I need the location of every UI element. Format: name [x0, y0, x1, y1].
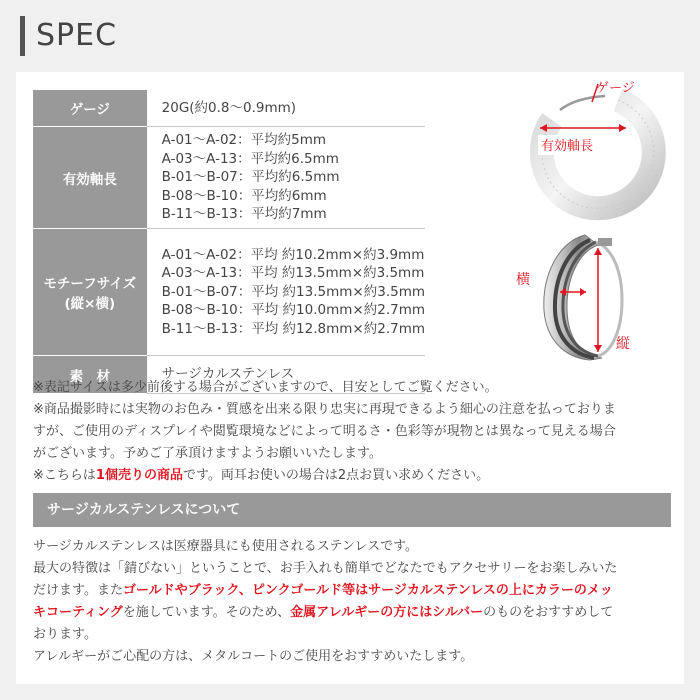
axis-arrow-right — [619, 124, 626, 132]
gauge-label: ゲージ — [596, 81, 635, 96]
about-p2d: おります。 — [33, 627, 97, 642]
height-label: 縦 — [616, 336, 630, 352]
height-callout — [594, 248, 630, 352]
hoop-post-wire — [560, 96, 605, 110]
single-item-highlight: 1個売りの商品 — [95, 468, 183, 483]
about-p2c: キコーティングを施しています。そのため、金属アレルギーの方にはシルバーのものをおすすめして — [33, 605, 614, 620]
note-color-a: ※商品撮影時には実物のお色み・質感を出来る限り忠実に再現できるよう細心の注意を払っておりま — [33, 402, 616, 417]
spec-row-gauge — [33, 90, 425, 127]
about-p3: アレルギーがご心配の方は、メタルコートのご使用をおすすめいたします。 — [33, 649, 474, 664]
axis-length-label: 有効軸長 — [541, 139, 594, 154]
page-header — [0, 0, 700, 70]
allergy-highlight: 金属アレルギーの方にはシルバー — [290, 605, 484, 620]
width-label: 横 — [516, 272, 530, 288]
spec-label-motif-size: モチーフサイズ (縦×横) — [33, 229, 147, 356]
spec-label-material: 素 材 — [33, 356, 147, 394]
about-p1: サージカルステンレスは医療器具にも使用されるステンレスです。 — [33, 539, 419, 554]
spec-row-motif-size — [33, 229, 425, 356]
note-color-c: がございます。予めご了承頂けますようお願いいたします。 — [33, 446, 382, 461]
note-size: ※表記サイズは多少前後する場合がございますので、目安としてご覧ください。 — [33, 380, 498, 395]
hoop-hinge — [598, 238, 612, 246]
about-p2b: だけます。またゴールドやブラック、ピンクゴールド等はサージカルステンレスの上にカラーのメッ — [33, 583, 613, 598]
about-section-title: サージカルステンレスについて — [47, 502, 241, 518]
spec-value-axis: A-01〜A-02：平均約5mm A-03〜A-13：平均約6.5mm B-01〜B-07：平均約6.5mm B-08〜B-10：平均約6mm B-11〜B-13：平均約7mm — [147, 127, 425, 229]
about-p2a: 最大の特徴は「錆びない」ということで、お手入れも簡単でどなたでもアクセサリーをお楽しみいた — [33, 561, 618, 576]
spec-label-gauge: ゲージ — [33, 90, 147, 127]
spec-label-axis: 有効軸長 — [33, 127, 147, 229]
note-color-b: すが、ご使用のディスプレイや閲覧環境などによって明るさ・色彩等が現物とは異なって見える場合 — [33, 424, 616, 439]
about-section-header — [33, 493, 671, 527]
about-section-body — [33, 536, 677, 668]
spec-row-axis — [33, 127, 425, 229]
page-title: SPEC — [36, 18, 118, 53]
header-accent-bar — [20, 16, 25, 56]
coating-highlight: ゴールドやブラック、ピンクゴールド等はサージカルステンレスの上にカラーのメッ — [122, 583, 613, 598]
note-single-item: ※こちらは1個売りの商品です。両耳お使いの場合は2点お買い求めください。 — [33, 468, 490, 483]
spec-value-material: サージカルステンレス — [147, 356, 425, 394]
notes-section — [33, 377, 677, 487]
spec-value-gauge: 20G(約0.8〜0.9mm) — [147, 90, 425, 127]
earring-illustration — [516, 80, 680, 370]
hoop-side-view — [544, 235, 622, 360]
axis-length-callout — [538, 124, 626, 155]
spec-table — [33, 90, 425, 394]
spec-value-motif-size: A-01〜A-02：平均 約10.2mm×約3.9mm A-03〜A-13：平均 約13.5mm×約3.5mm B-01〜B-07：平均 約13.5mm×約3.5mm B-08〜B-10：平均 約10.0mm×約2.7mm B-11〜B-13：平均 約12.8mm×約2.7mm — [147, 229, 425, 356]
